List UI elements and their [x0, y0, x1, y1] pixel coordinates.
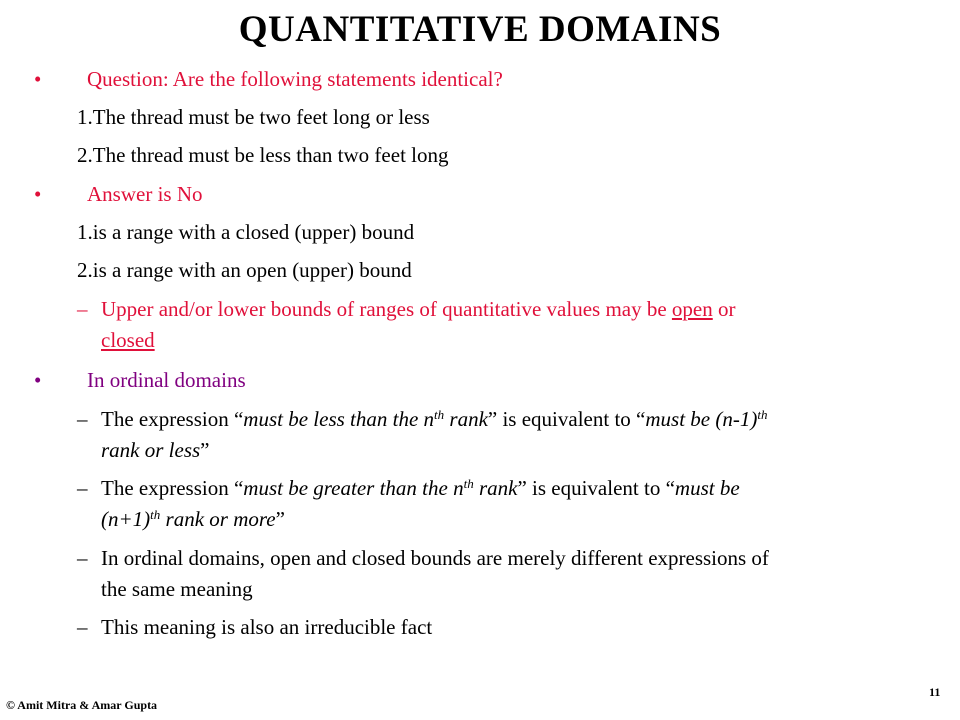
answer-note-closed: closed	[101, 328, 155, 352]
p1-g: ”	[200, 438, 210, 462]
answer-note-line1	[101, 296, 736, 322]
p1-e-sup: th	[757, 407, 768, 422]
ordinal-point-1-line2	[101, 437, 210, 463]
ordinal-point-4-dash: –	[77, 615, 88, 639]
p1-b-text: must be less than the n	[243, 407, 435, 431]
ordinal-point-3-line1: In ordinal domains, open and closed bounds are merely different expressions of	[101, 546, 769, 570]
page-number: 11	[929, 685, 941, 699]
slide-title: QUANTITATIVE DOMAINS	[238, 9, 722, 50]
ordinal-point-2-line1	[101, 475, 740, 501]
ordinal-point-1-line1	[101, 406, 767, 432]
p1-a: The expression “	[101, 407, 244, 431]
bullet-answer: •	[34, 182, 42, 206]
p1-b	[243, 407, 488, 431]
p2-c: rank	[473, 476, 518, 500]
ordinal-point-3-dash: –	[77, 546, 88, 570]
p2-f-sup: th	[150, 507, 161, 522]
p2-f-text: (n+1)	[101, 507, 151, 531]
p1-b-sup: th	[434, 407, 445, 422]
p2-f	[101, 507, 276, 531]
p2-e: must be	[674, 476, 740, 500]
answer-note-or: or	[712, 297, 736, 321]
p1-f: rank or less	[101, 438, 201, 462]
ordinal-point-4-line1: This meaning is also an irreducible fact	[101, 615, 433, 639]
p1-c: rank	[444, 407, 488, 431]
answer-note-part1: Upper and/or lower bounds of ranges of quantitative values may be	[101, 297, 672, 321]
p1-e-text: must be (n-1)	[645, 407, 758, 431]
ordinal-point-2-line2	[101, 506, 285, 532]
p1-d: ” is equivalent to “	[487, 407, 646, 431]
bullet-ordinal: •	[34, 368, 42, 392]
answer-text: Answer is No	[87, 182, 203, 206]
answer-item-2: 2.is a range with an open (upper) bound	[77, 258, 412, 282]
answer-item-1: 1.is a range with a closed (upper) bound	[77, 220, 415, 244]
bullet-question: •	[34, 67, 42, 91]
p2-d: ” is equivalent to “	[517, 476, 675, 500]
answer-note-dash: –	[77, 297, 88, 321]
p2-b	[243, 476, 517, 500]
p2-g: rank or more	[160, 507, 276, 531]
ordinal-text: In ordinal domains	[87, 368, 246, 392]
p2-b-text: must be greater than the n	[243, 476, 464, 500]
ordinal-point-1-dash: –	[77, 407, 88, 431]
ordinal-point-2-dash: –	[77, 476, 88, 500]
question-item-2: 2.The thread must be less than two feet long	[77, 143, 449, 167]
ordinal-point-3-line2: the same meaning	[101, 577, 253, 601]
answer-note-open: open	[671, 297, 713, 321]
question-item-1: 1.The thread must be two feet long or less	[77, 105, 430, 129]
copyright-footer: © Amit Mitra & Amar Gupta	[6, 698, 158, 712]
p2-h: ”	[275, 507, 285, 531]
question-text: Question: Are the following statements identical?	[87, 67, 503, 91]
p2-a: The expression “	[101, 476, 244, 500]
p2-b-sup: th	[463, 476, 474, 491]
p1-e	[645, 407, 767, 431]
